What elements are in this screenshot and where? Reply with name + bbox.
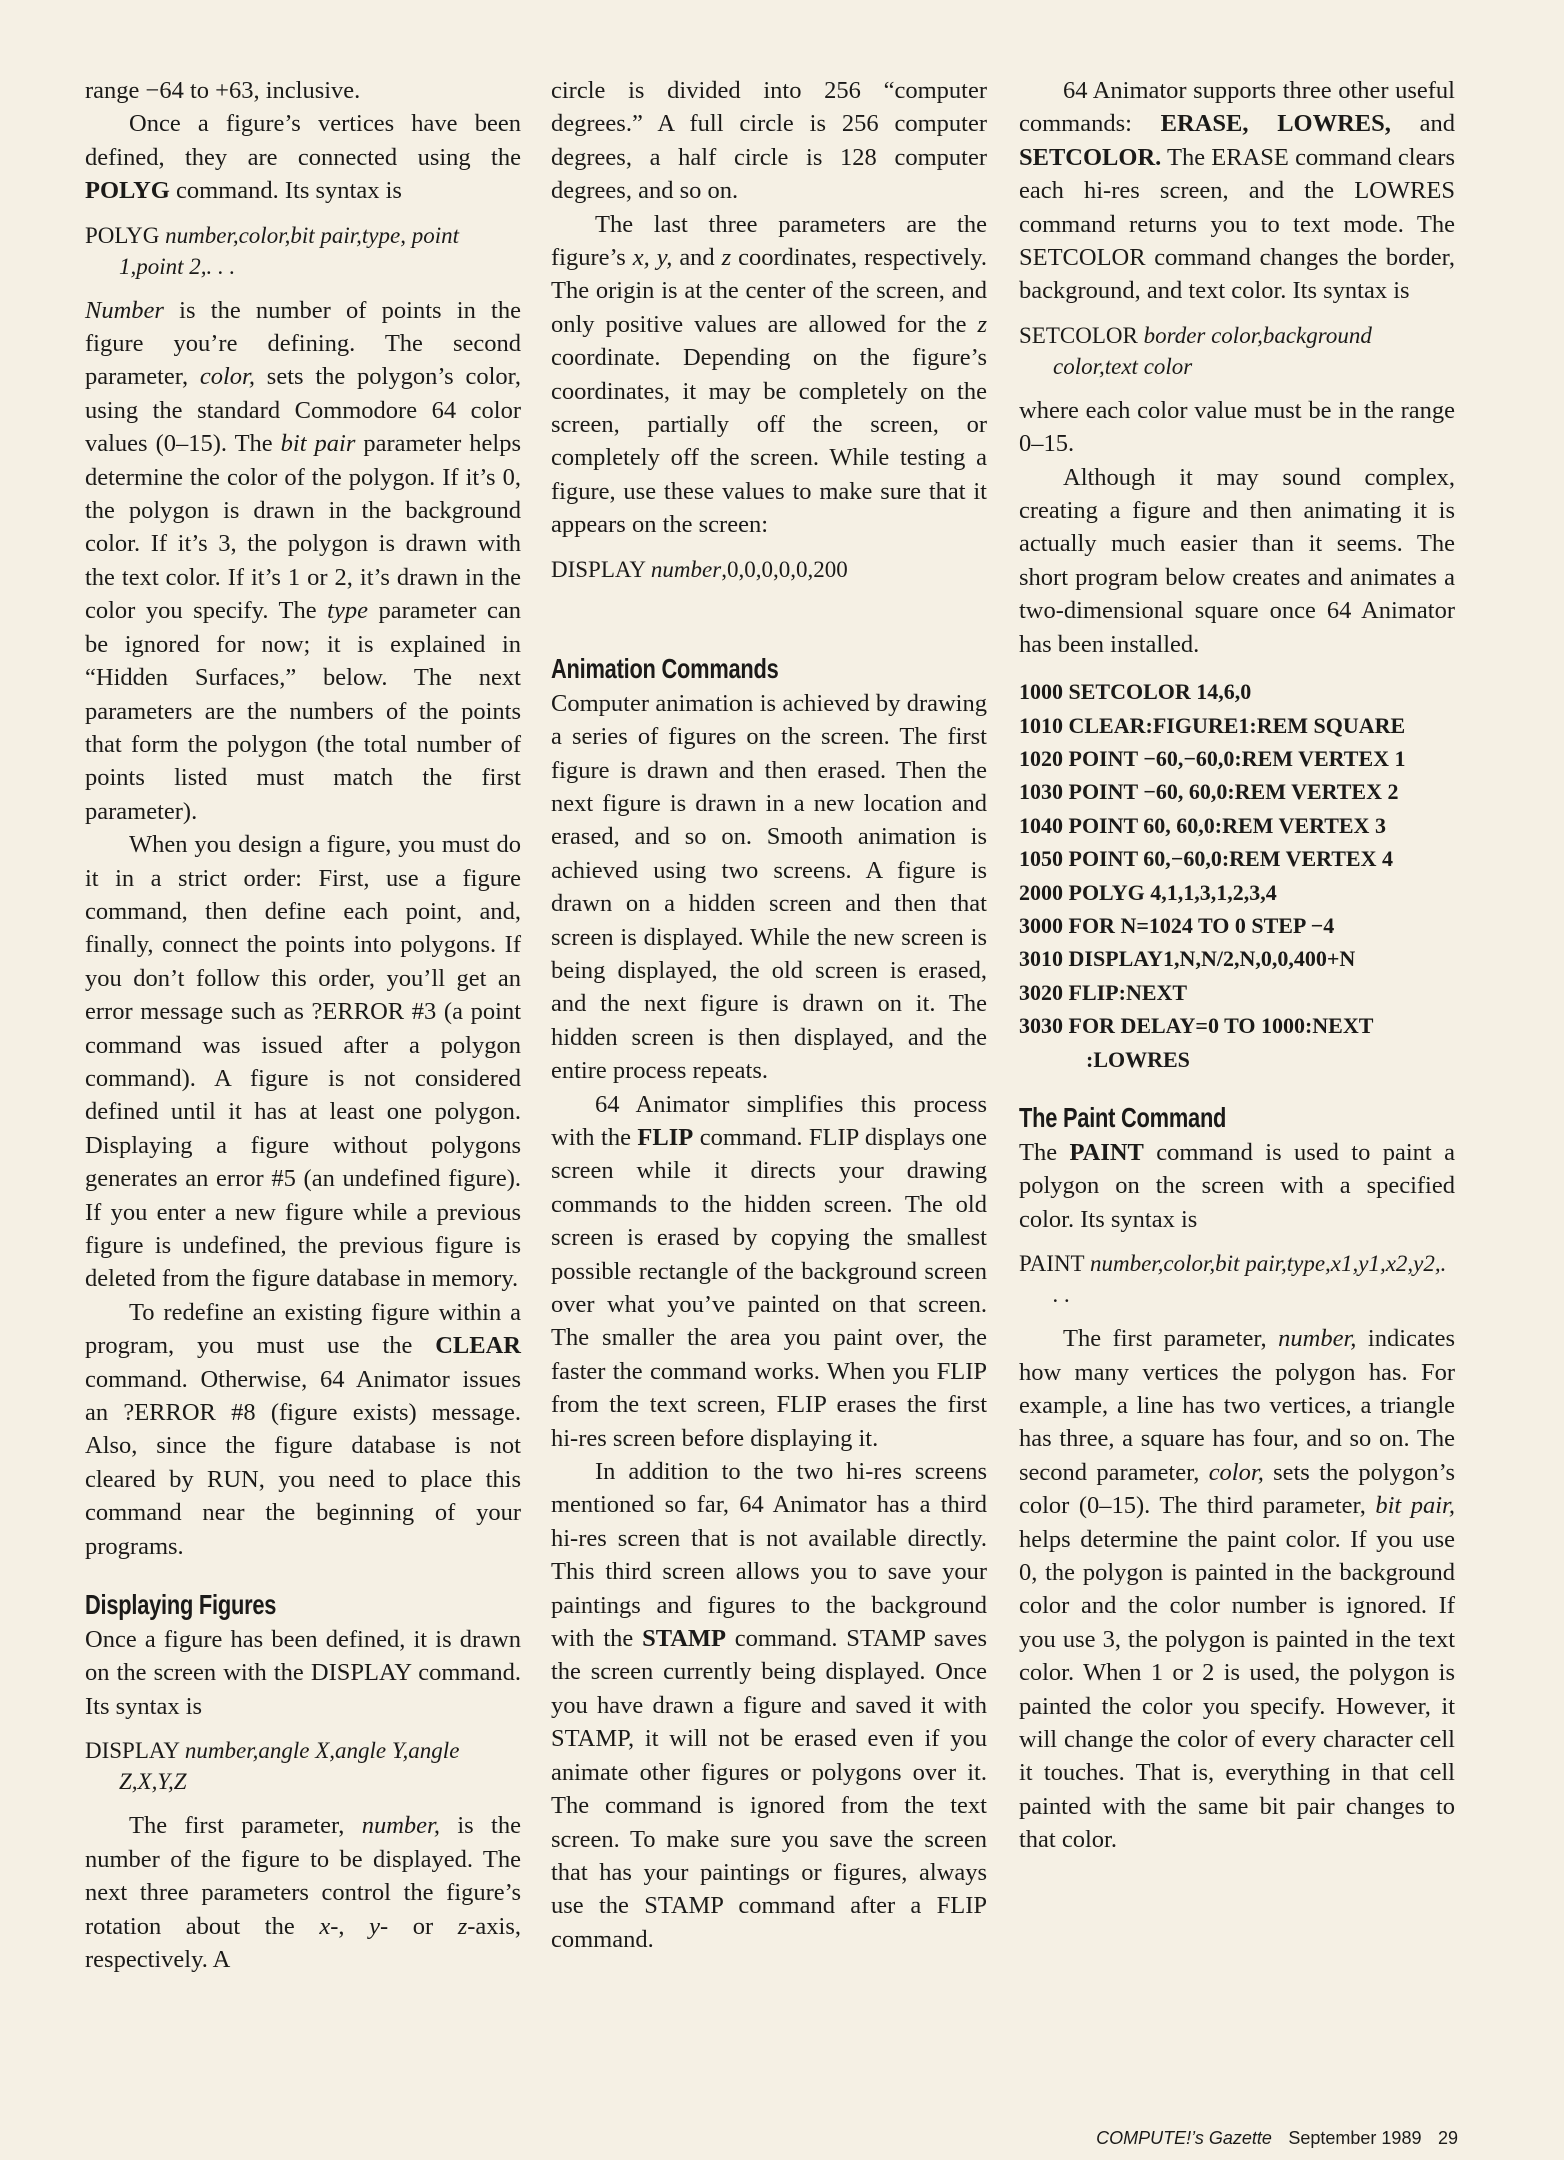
italic-term: x (319, 1912, 331, 1940)
text-run: DISPLAY (85, 1738, 185, 1764)
italic-term: number,angle X,angle Y,angle Z,X,Y,Z (119, 1738, 460, 1795)
italic-term: color, (1208, 1458, 1264, 1486)
text-run: -axis, respectively. A (85, 1912, 521, 1973)
text-run: The first parameter, (129, 1812, 362, 1840)
text-run: is the number of points in the figure you’re defining. The second parameter, (85, 296, 521, 391)
text-run: DISPLAY (551, 556, 651, 582)
column-2 (551, 74, 987, 1956)
section-heading: Displaying Figures (85, 1589, 277, 1621)
text-run: sets the polygon’s color, using the standard Commodore 64 color values (0–15). The (85, 363, 521, 458)
code-line: 3010 DISPLAY1,N,N/2,N,0,0,400+N (1019, 946, 1356, 972)
text-run: The (1019, 1138, 1070, 1166)
syntax-line (85, 220, 521, 282)
text-run: and (672, 244, 722, 272)
spacer (551, 597, 987, 627)
text-run: circle is divided into 256 “computer degrees.” A full circle is 256 computer degrees, a half circle is 128 computer degrees, and so on. (551, 77, 987, 205)
italic-term: x, y, (632, 244, 673, 272)
text-run: Although it may sound complex, creating a figure and then animating it is actually much easier than it seems. The short program below creates and animates a two-dimensional square once 64 Animator has been installed. (1019, 463, 1455, 658)
syntax-line (1019, 320, 1455, 382)
syntax-line (1019, 1248, 1455, 1310)
code-line: 1050 POINT 60,−60,0:REM VERTEX 4 (1019, 846, 1393, 872)
paragraph (551, 1088, 987, 1455)
text-run: Once a figure’s vertices have been defined, they are connected using the (85, 110, 521, 171)
paragraph (551, 74, 987, 208)
paragraph (1019, 394, 1455, 461)
text-run: - or (379, 1912, 458, 1940)
italic-term: z (457, 1912, 468, 1940)
italic-term: bit pair (280, 430, 356, 458)
bold-term: PAINT (1069, 1138, 1144, 1166)
bold-term: LOWRES, (1277, 110, 1391, 138)
text-run: is the number of the figure to be displayed. The next three parameters control the figure’s rotation about the (85, 1812, 521, 1940)
paragraph (551, 687, 987, 1088)
text-run (1249, 110, 1278, 137)
text-run: parameter can be ignored for now; it is explained in “Hidden Surfaces,” below. The next parameters are the numbers of the points that form the polygon (the total number of points listed must match the first parameter). (85, 597, 521, 825)
italic-term: bit pair, (1375, 1492, 1455, 1520)
code-line: 3000 FOR N=1024 TO 0 STEP −4 (1019, 912, 1335, 938)
text-run: command. FLIP displays one screen while it directs your drawing commands to the hidden screen. The old screen is erased by copying the smallest possible rectangle of the background screen over what you’ve painted on that screen. The smaller the area you paint over, the faster the command works. When you FLIP from the text screen, FLIP erases the first hi-res screen before displaying it. (551, 1123, 987, 1452)
code-line: 1040 POINT 60, 60,0:REM VERTEX 3 (1019, 812, 1386, 838)
text-run: 64 Animator simplifies this process with the (551, 1090, 987, 1151)
syntax-line (551, 554, 987, 585)
code-line: 3020 FLIP:NEXT (1019, 979, 1188, 1005)
text-run: coordinates, respectively. The origin is at the center of the screen, and only positive values are allowed for the (551, 244, 987, 338)
paragraph (1019, 1136, 1455, 1236)
text-run: To redefine an existing figure within a program, you must use the (85, 1298, 521, 1360)
text-run: helps determine the paint color. If you use 0, the polygon is painted in the background color and the color number is ignored. If you use 3, the polygon is painted in the text color. When 1 or 2 is used, the polygon is painted the color you specify. However, it will change the color of every character cell it touches. That is, everything in that cell painted with the same bit pair changes to that color. (1019, 1525, 1455, 1854)
paragraph (85, 1809, 521, 1976)
paragraph (551, 1455, 987, 1956)
bold-term: STAMP (642, 1625, 726, 1653)
text-run: When you design a figure, you must do it in a strict order: First, use a figure command, then define each point, and, finally, connect the points into polygons. If you don’t follow this order, you’ll get an error message such as ?ERROR #3 (a point command was issued after a polygon command). A figure is not considered defined until it has at least one polygon. Displaying a figure without polygons generates an error #5 (an undefined figure). If you enter a new figure while a previous figure is undefined, the previous figure is deleted from the figure database in memory. (85, 831, 521, 1293)
page-footer (1084, 2128, 1458, 2149)
text-run: command. Otherwise, 64 Animator issues an ?ERROR #8 (figure exists) message. Also, since the figure database is not cleared by RUN, you need to place this command near the beginning of your programs. (85, 1365, 521, 1560)
section-heading: Animation Commands (551, 652, 779, 684)
text-run: sets the polygon’s color (0–15). The third parameter, (1019, 1458, 1455, 1520)
text-run: PAINT (1019, 1251, 1090, 1277)
column-3 (1019, 74, 1455, 1857)
italic-term: z (977, 310, 987, 338)
italic-term: z (721, 244, 732, 272)
paragraph (1019, 74, 1455, 308)
page-number: 29 (1437, 2128, 1458, 2148)
italic-term: number (650, 556, 722, 582)
text-run: The last three parameters are the figure’s (551, 210, 987, 272)
italic-term: number,color,bit pair,type, point 1,point 2,. . . (119, 222, 460, 279)
text-run: Once a figure has been defined, it is drawn on the screen with the DISPLAY command. Its syntax is (85, 1626, 521, 1720)
text-run: ,0,0,0,0,0,200 (721, 556, 848, 582)
text-run: range −64 to +63, inclusive. (85, 77, 361, 104)
text-run: command is used to paint a polygon on the screen with a specified color. Its syntax is (1019, 1138, 1455, 1233)
code-line: 1030 POINT −60, 60,0:REM VERTEX 2 (1019, 779, 1399, 805)
text-run: SETCOLOR (1019, 322, 1144, 348)
text-run: The first parameter, (1063, 1325, 1279, 1353)
text-run: coordinate. Depending on the figure’s coordinates, it may be completely on the screen, partially off the screen, or completely off the screen. While testing a figure, use these values to make sure that it appears on the screen: (551, 344, 987, 539)
text-run: command. Its syntax is (169, 177, 402, 205)
code-line: 1000 SETCOLOR 14,6,0 (1019, 679, 1252, 705)
paragraph (1019, 1322, 1455, 1857)
paragraph (85, 1623, 521, 1723)
code-line: 1020 POINT −60,−60,0:REM VERTEX 1 (1019, 745, 1406, 771)
syntax-line (85, 1735, 521, 1797)
paragraph (85, 74, 521, 107)
italic-term: number, (361, 1812, 440, 1840)
text-run: -, (330, 1912, 370, 1940)
paragraph (85, 107, 521, 207)
text-run: The ERASE command clears each hi-res screen, and the LOWRES command returns you to text mode. The SETCOLOR command changes the border, background, and text color. Its syntax is (1019, 143, 1455, 305)
text-run: indicates how many vertices the polygon has. For example, a line has two vertices, a triangle has three, a square has four, and so on. The second parameter, (1019, 1325, 1455, 1486)
bold-term: CLEAR (435, 1332, 521, 1360)
italic-term: y (369, 1912, 380, 1940)
text-run: 64 Animator supports three other useful commands: (1019, 77, 1455, 138)
italic-term: type (327, 597, 368, 625)
code-line: 3030 FOR DELAY=0 TO 1000:NEXT :LOWRES (1019, 1013, 1374, 1072)
italic-term: number,color,bit pair,type,x1,y1,x2,y2,. . . (1053, 1251, 1447, 1308)
code-line: 2000 POLYG 4,1,1,3,1,2,3,4 (1019, 879, 1277, 905)
program-listing (1019, 675, 1455, 1076)
magazine-name: COMPUTE!’s Gazette (1096, 2128, 1272, 2148)
paragraph (551, 208, 987, 542)
paragraph (85, 1296, 521, 1563)
issue-date: September 1989 (1288, 2128, 1422, 2148)
code-line: 1010 CLEAR:FIGURE1:REM SQUARE (1019, 712, 1406, 738)
italic-term: Number (85, 296, 164, 324)
paragraph (85, 828, 521, 1296)
text-run: parameter helps determine the color of the polygon. If it’s 0, the polygon is drawn in the background color. If it’s 3, the polygon is drawn with the text color. If it’s 1 or 2, it’s drawn in the color you specify. The (85, 430, 521, 625)
section-heading: The Paint Command (1019, 1101, 1227, 1133)
text-run: command. STAMP saves the screen currently being displayed. Once you have drawn a figure and saved it with STAMP, it will not be erased even if you animate other figures or polygons over it. The command is ignored from the text screen. To make sure you save the screen that has your paintings or figures, always use the STAMP command after a FLIP command. (551, 1625, 987, 1953)
text-run: In addition to the two hi-res screens mentioned so far, 64 Animator has a third hi-res screen that is not available directly. This third screen allows you to save your paintings and figures to the background with the (551, 1458, 987, 1653)
column-1 (85, 74, 521, 1976)
text-run: POLYG (85, 222, 166, 248)
paragraph (85, 294, 521, 829)
text-run: and (1390, 110, 1455, 138)
text-run: Computer animation is achieved by drawing a series of figures on the screen. The first figure is drawn and then erased. Then the next figure is drawn in a new location and erased, and so on. Smooth animation is achieved using two screens. A figure is drawn on a hidden screen and then that screen is displayed. While the new screen is being displayed, the old screen is erased, and the next figure is drawn on it. The hidden screen is then displayed, and the entire process repeats. (551, 689, 987, 1085)
text-run: where each color value must be in the range 0–15. (1019, 396, 1455, 458)
italic-term: border color,background color,text color (1053, 322, 1372, 379)
bold-term: SETCOLOR. (1019, 143, 1162, 171)
paragraph (1019, 461, 1455, 661)
bold-term: POLYG (85, 177, 170, 205)
italic-term: number, (1278, 1325, 1357, 1353)
italic-term: color, (199, 363, 255, 391)
bold-term: ERASE, (1160, 110, 1249, 138)
bold-term: FLIP (637, 1123, 694, 1151)
